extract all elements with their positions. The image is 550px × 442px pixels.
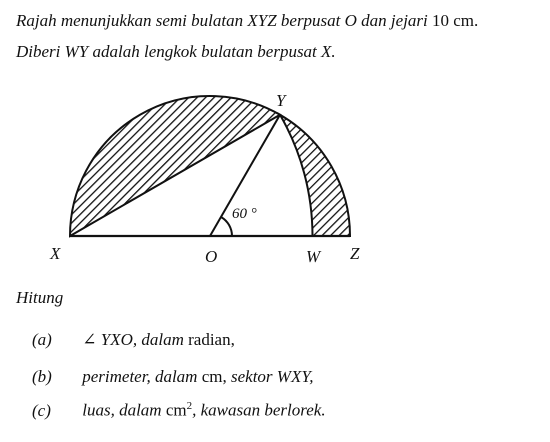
intro-text-1b: 10 cm. bbox=[432, 11, 479, 30]
question-a-text: ∠ YXO, dalam bbox=[82, 330, 184, 349]
question-b-label: (b) bbox=[32, 367, 52, 386]
question-a bbox=[32, 330, 235, 350]
question-c-unit: cm bbox=[165, 400, 187, 420]
label-point-o: O bbox=[205, 247, 218, 266]
question-b-unit: cm, bbox=[201, 367, 227, 386]
question-c-unit-exponent: 2 bbox=[186, 400, 193, 412]
question-b-text-end: sektor WXY, bbox=[231, 367, 314, 386]
intro-line-2: Diberi WY adalah lengkok bulatan berpusat X. bbox=[16, 42, 336, 61]
question-a-label: (a) bbox=[32, 330, 52, 349]
question-c bbox=[32, 400, 326, 421]
angle-arc-60 bbox=[221, 217, 232, 236]
intro-text-1a: Rajah menunjukkan semi bulatan XYZ berpusat O dan jejari bbox=[16, 11, 428, 30]
angle-label: 60 ° bbox=[232, 206, 257, 222]
question-b-text: perimeter, dalam bbox=[82, 367, 198, 386]
hitung-heading: Hitung bbox=[16, 288, 64, 307]
label-point-y: Y bbox=[276, 91, 286, 110]
label-point-x: X bbox=[50, 244, 61, 263]
question-b bbox=[32, 367, 314, 387]
intro-line-1 bbox=[16, 11, 478, 31]
question-c-text-end: , kawasan berlorek. bbox=[192, 400, 326, 420]
shaded-region-wyz bbox=[280, 115, 350, 236]
label-point-z: Z bbox=[350, 244, 360, 263]
semicircle-diagram bbox=[40, 84, 380, 269]
question-c-label: (c) bbox=[32, 400, 51, 420]
question-a-unit: radian, bbox=[188, 330, 235, 349]
question-c-text: luas, dalam bbox=[82, 400, 162, 420]
label-point-w: W bbox=[306, 247, 321, 266]
